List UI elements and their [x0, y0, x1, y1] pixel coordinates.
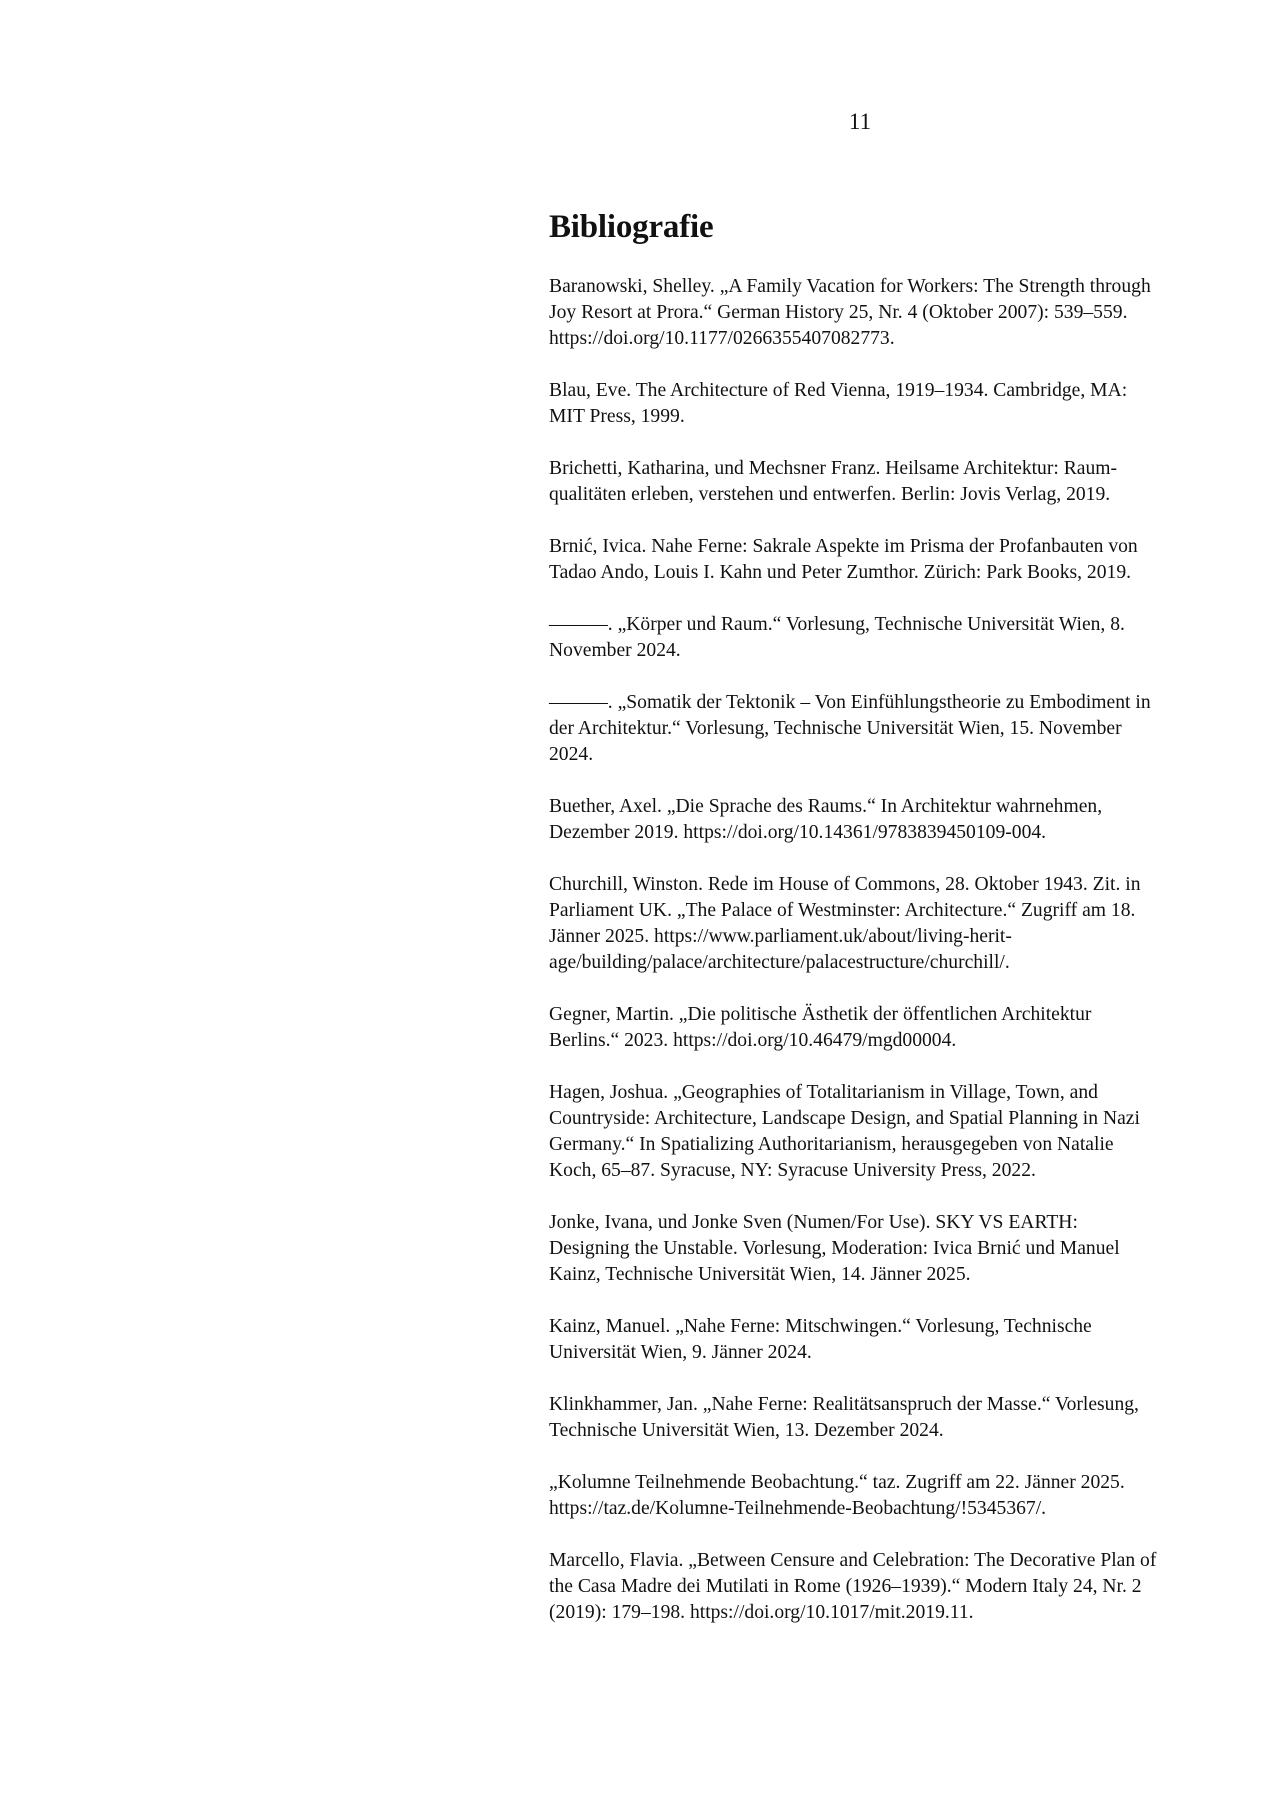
bibliography-entry: Buether, Axel. „Die Sprache des Raums.“ In Architektur wahrnehmen, Dezember 2019. https://doi.org/10.14361/9783839450109-004.: [549, 796, 1103, 843]
bibliography-list: [549, 274, 1161, 1626]
page-number: 11: [848, 109, 872, 134]
bibliography-entry: Gegner, Martin. „Die politische Ästhetik der öffentlichen Architektur Berlins.“ 2023. https://doi.org/10.46479/mgd00004.: [549, 1004, 1092, 1051]
bibliography-entry: Hagen, Joshua. „Geographies of Totalitarianism in Village, Town, and Countryside: Architecture, Landscape Design, and Spatial Planning in Nazi Germany.“ In Spatializing Authoritarianism, herausgegeben von Natalie Koch, 65–87. Syracuse, NY: Syracuse University Press, 2022.: [549, 1082, 1140, 1181]
bibliography-entry: Klinkhammer, Jan. „Nahe Ferne: Realitätsanspruch der Masse.“ Vorlesung, Technische Universität Wien, 13. Dezember 2024.: [549, 1394, 1139, 1441]
bibliography-entry: Baranowski, Shelley. „A Family Vacation for Workers: The Strength through Joy Resort at Prora.“ German History 25, Nr. 4 (Oktober 2007): 539–559. https://doi.org/10.1177/0266355407082773.: [549, 276, 1151, 349]
bibliography-entry: Kainz, Manuel. „Nahe Ferne: Mitschwingen.“ Vorlesung, Technische Universität Wien, 9. Jänner 2024.: [549, 1316, 1092, 1363]
bibliography-entry: Blau, Eve. The Architecture of Red Vienna, 1919–1934. Cambridge, MA: MIT Press, 1999.: [549, 380, 1128, 427]
bibliography-entry: Churchill, Winston. Rede im House of Commons, 28. Oktober 1943. Zit. in Parliament UK. „The Palace of Westminster: Architecture.“ Zugriff am 18. Jänner 2025. https://www.parliament.uk/about/living-heritage/building/palace/architecture/palacestructure/churchill/.: [549, 874, 1141, 973]
page-title: Bibliografie: [549, 209, 714, 245]
bibliography-entry: Brnić, Ivica. Nahe Ferne: Sakrale Aspekte im Prisma der Profanbauten von Tadao Ando, Louis I. Kahn und Peter Zumthor. Zürich: Park Books, 2019.: [549, 536, 1138, 583]
bibliography-entry: „Kolumne Teilnehmende Beobachtung.“ taz. Zugriff am 22. Jänner 2025. https://taz.de/Kolumne-Teilnehmende-Beobachtung/!5345367/.: [549, 1472, 1125, 1519]
bibliography-section: [549, 206, 1161, 1652]
bibliography-entry: ———. „Körper und Raum.“ Vorlesung, Technische Universität Wien, 8. November 2024.: [549, 614, 1125, 661]
bibliography-entry: Jonke, Ivana, und Jonke Sven (Numen/For Use). SKY VS EARTH: Designing the Unstable. Vorlesung, Moderation: Ivica Brnić und Manuel Kainz, Technische Universität Wien, 14. Jänner 2025.: [549, 1212, 1120, 1285]
bibliography-entry: Brichetti, Katharina, und Mechsner Franz. Heilsame Architektur: Raumqualitäten erleben, verstehen und entwerfen. Berlin: Jovis Verlag, 2019.: [549, 458, 1118, 505]
bibliography-entry: ———. „Somatik der Tektonik – Von Einfühlungstheorie zu Embodiment in der Architektur.“ Vorlesung, Technische Universität Wien, 15. November 2024.: [549, 692, 1151, 765]
bibliography-entry: Marcello, Flavia. „Between Censure and Celebration: The Decorative Plan of the Casa Madre dei Mutilati in Rome (1926–1939).“ Modern Italy 24, Nr. 2 (2019): 179–198. https://doi.org/10.1017/mit.2019.11.: [549, 1550, 1157, 1623]
